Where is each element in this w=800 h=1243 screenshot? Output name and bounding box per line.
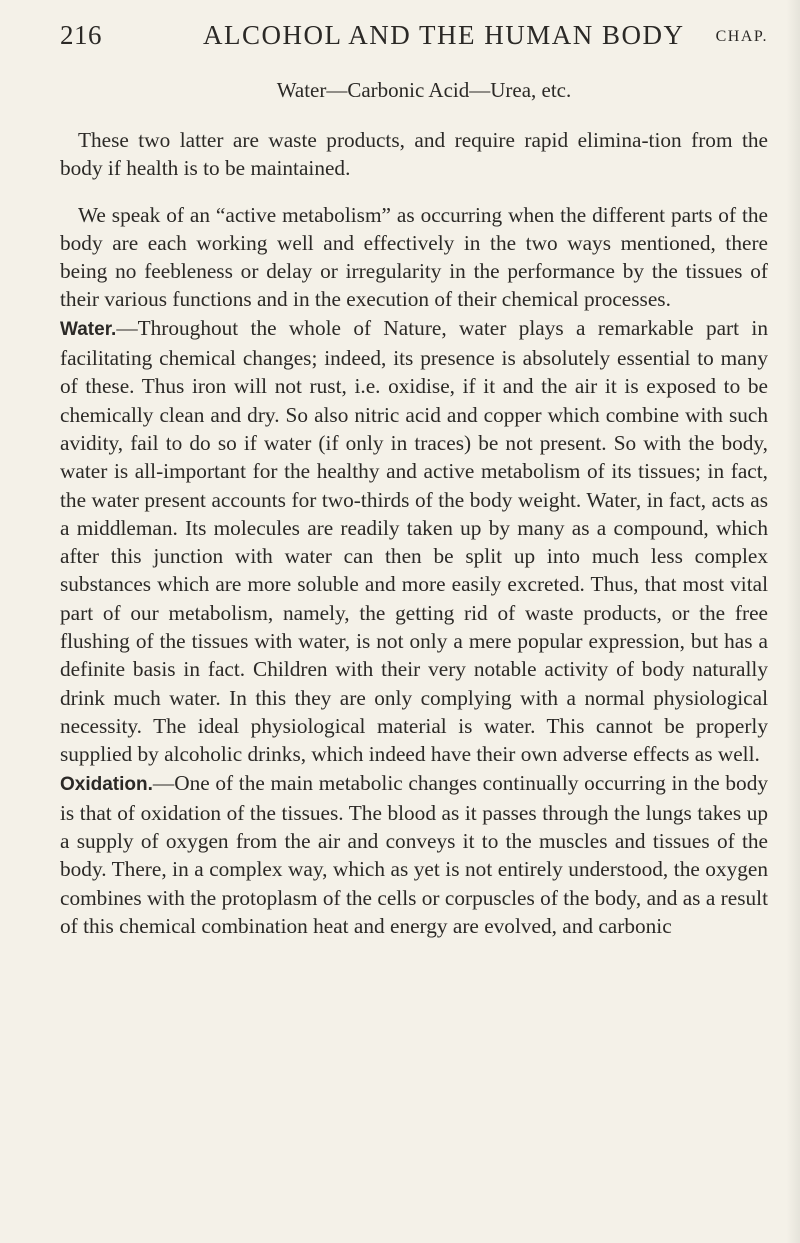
paragraph-oxidation-text: —One of the main metabolic changes continually occurring in the body is that of oxidation of the tissues. The blood as it passes through the lungs takes up a supply of oxygen from the air and conveys it to the muscles and tissues of the body. There, in a complex way, which as yet is not entirely understood, the oxygen combines with the protoplasm of the cells or corpuscles of the body, and as a result of this chemical combination heat and energy are evolved, and carbonic: [60, 770, 768, 939]
paragraph-oxidation: [60, 769, 768, 941]
heading-oxidation: Oxidation.: [60, 773, 153, 795]
chapter-abbrev: CHAP.: [715, 28, 768, 45]
paragraph-waste-products: These two latter are waste products, and require rapid elimina-tion from the body if health is to be maintained.: [60, 128, 768, 181]
body-text: [60, 126, 768, 940]
section-subtitle: Water—Carbonic Acid—Urea, etc.: [276, 78, 572, 102]
page-number: 216: [60, 20, 102, 50]
paragraph-active-metabolism: We speak of an “active metabolism” as occurring when the different parts of the body are each working well and effectively in the two ways mentioned, there being no feebleness or delay or irregularity in the performance by the tissues of their various functions and in the execution of their chemical processes.: [60, 202, 768, 312]
running-head: [60, 14, 768, 54]
heading-water: Water.: [60, 318, 117, 340]
paragraph-water-text: —Throughout the whole of Nature, water plays a remarkable part in facilitating chemical changes; indeed, its presence is absolutely essential to many of these. Thus iron will not rust, i.e. oxidise, if it and the air it is exposed to be chemically clean and dry. So also nitric acid and copper which combine with such avidity, fail to do so if water (if only in traces) be not present. So with the body, water is all-important for the healthy and active metabolism of its tissues; in fact, the water present accounts for two-thirds of the body weight. Water, in fact, acts as a middleman. Its molecules are readily taken up by many as a compound, which after this junction with water can then be split up into much less complex substances which are more soluble and more easily excreted. Thus, that most vital part of our metabolism, namely, the getting rid of waste products, or the free flushing of the tissues with water, is not only a mere popular expression, but has a definite basis in fact. Children with their very notable activity of body naturally drink much water. In this they are only complying with a normal physiological necessity. The ideal physiological material is water. This cannot be properly supplied by alcoholic drinks, which indeed have their own adverse effects as well.: [60, 315, 768, 767]
paragraph-water: [60, 314, 768, 769]
running-title: ALCOHOL AND THE HUMAN BODY: [203, 20, 685, 50]
page-edge-shadow: [786, 0, 800, 1243]
